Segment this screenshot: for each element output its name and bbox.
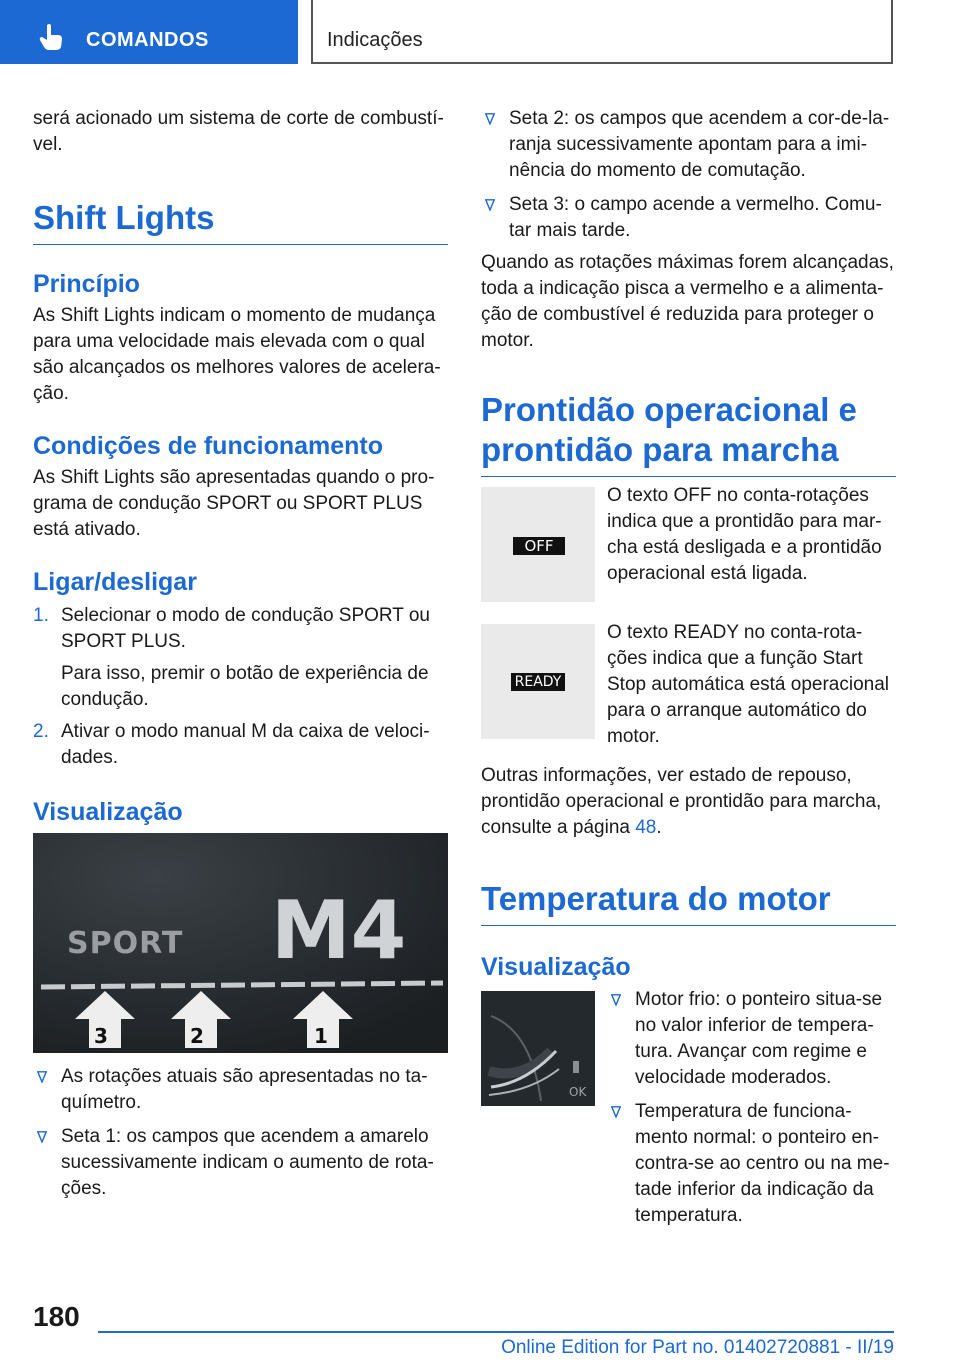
header-tab-label: COMANDOS bbox=[86, 29, 209, 51]
gauge-graphic bbox=[481, 991, 595, 1106]
temperature-gauge-figure bbox=[481, 991, 595, 1106]
right-lower bbox=[481, 763, 896, 982]
page-number: 180 bbox=[33, 1301, 80, 1332]
arrow-2-label: 2 bbox=[190, 1024, 204, 1048]
bullet-text: Seta 3: o campo acende a vermelho. Comutar mais tarde. bbox=[509, 194, 882, 241]
bullet-text: Seta 2: os campos que acendem a cor-de-laranja sucessivamente apontam para a iminência do momento de comutação. bbox=[509, 108, 890, 181]
title-shift-lights: Shift Lights bbox=[33, 198, 448, 245]
bullet-text: Seta 1: os campos que acendem a amarelo sucessivamente indicam o aumento de rotações. bbox=[61, 1126, 434, 1199]
bullet-text: As rotações atuais são apresentadas no taquímetro. bbox=[61, 1066, 428, 1113]
text-outras bbox=[481, 763, 896, 841]
step-item bbox=[33, 719, 448, 771]
step-item bbox=[33, 603, 448, 713]
triangle-bullet-icon bbox=[37, 1131, 47, 1143]
text-principio: As Shift Lights indicam o momento de mudança para uma velocidade mais elevada com o qual são alcançados os melhores valores de aceleração. bbox=[33, 305, 441, 404]
edition-text: Online Edition for Part no. 01402720881 - II/19 bbox=[501, 1337, 894, 1358]
triangle-bullet-icon bbox=[485, 113, 495, 125]
bullet-text: Temperatura de funcionamento normal: o ponteiro encontra-se ao centro ou na metade inferior da indicação da temperatura. bbox=[635, 1101, 890, 1226]
gauge-ok-label: OK bbox=[569, 1085, 587, 1099]
bullet-text: Motor frio: o ponteiro situa-se no valor inferior de temperatura. Avançar com regime e velocidade moderados. bbox=[635, 989, 883, 1088]
bullet-item bbox=[33, 1064, 448, 1116]
triangle-bullet-icon bbox=[37, 1071, 47, 1083]
right-column bbox=[481, 100, 896, 477]
triangle-bullet-icon bbox=[611, 994, 621, 1006]
step-extra: Para isso, premir o botão de experiência de condução. bbox=[61, 663, 429, 710]
cluster-gear-text: M4 bbox=[271, 884, 407, 977]
triangle-bullet-icon bbox=[611, 1106, 621, 1118]
header-section bbox=[311, 0, 893, 64]
arrow-3-label: 3 bbox=[94, 1024, 108, 1048]
step-text: Selecionar o modo de condução SPORT ou SPORT PLUS. bbox=[61, 605, 430, 652]
arrow-1-label: 1 bbox=[314, 1024, 328, 1048]
page-link[interactable]: 48 bbox=[635, 817, 657, 838]
heading-visualizacao-temp: Visualização bbox=[481, 953, 631, 981]
heading-condicoes: Condições de funcionamento bbox=[33, 432, 384, 460]
off-figure bbox=[481, 487, 595, 602]
temperature-icon bbox=[573, 1061, 579, 1073]
text-max-rpm: Quando as rotações máximas forem alcançadas, toda a indicação pisca a vermelho e a alimentação de combustível é reduzida para proteger o motor. bbox=[481, 252, 894, 351]
header-tab bbox=[0, 0, 298, 64]
off-badge: OFF bbox=[513, 537, 565, 555]
header-section-label: Indicações bbox=[327, 29, 423, 51]
heading-visualizacao: Visualização bbox=[33, 798, 183, 826]
left-bullets bbox=[33, 1064, 448, 1202]
step-number: 1. bbox=[33, 605, 49, 626]
triangle-bullet-icon bbox=[485, 199, 495, 211]
hand-pointer-icon bbox=[36, 22, 66, 52]
ready-badge: READY bbox=[511, 673, 565, 691]
bullet-item bbox=[33, 1124, 448, 1202]
text-outras-end: . bbox=[656, 817, 662, 838]
cluster-graphic bbox=[33, 833, 448, 1053]
heading-ligar: Ligar/desligar bbox=[33, 568, 197, 596]
step-text: Ativar o modo manual M da caixa de velocidades. bbox=[61, 721, 430, 768]
text-off: O texto OFF no conta-rotações indica que a prontidão para marcha está desligada e a prontidão operacional está ligada. bbox=[607, 485, 882, 584]
left-column bbox=[33, 100, 448, 827]
temp-bullets bbox=[607, 987, 895, 1229]
bullet-item bbox=[607, 1099, 895, 1229]
intro-text: será acionado um sistema de corte de combustível. bbox=[33, 108, 444, 155]
text-ready: O texto READY no conta-rotações indica que a função Start Stop automática está operacional para o arranque automático do motor. bbox=[607, 622, 890, 747]
text-outras-main: Outras informações, ver estado de repouso, prontidão operacional e prontidão para marcha, consulte a página bbox=[481, 765, 882, 838]
bullet-item bbox=[481, 106, 896, 184]
ready-figure bbox=[481, 624, 595, 739]
shift-lights-figure bbox=[33, 833, 448, 1053]
footer-divider bbox=[98, 1331, 894, 1333]
title-prontidao: Prontidão operacional e prontidão para marcha bbox=[481, 390, 896, 477]
step-number: 2. bbox=[33, 721, 49, 742]
text-condicoes: As Shift Lights são apresentadas quando o programa de condução SPORT ou SPORT PLUS está ativado. bbox=[33, 467, 435, 540]
heading-principio: Princípio bbox=[33, 270, 140, 298]
bullet-item bbox=[607, 987, 895, 1091]
bullet-item bbox=[481, 192, 896, 244]
cluster-mode-text: SPORT bbox=[67, 926, 184, 961]
title-temperatura: Temperatura do motor bbox=[481, 879, 896, 926]
